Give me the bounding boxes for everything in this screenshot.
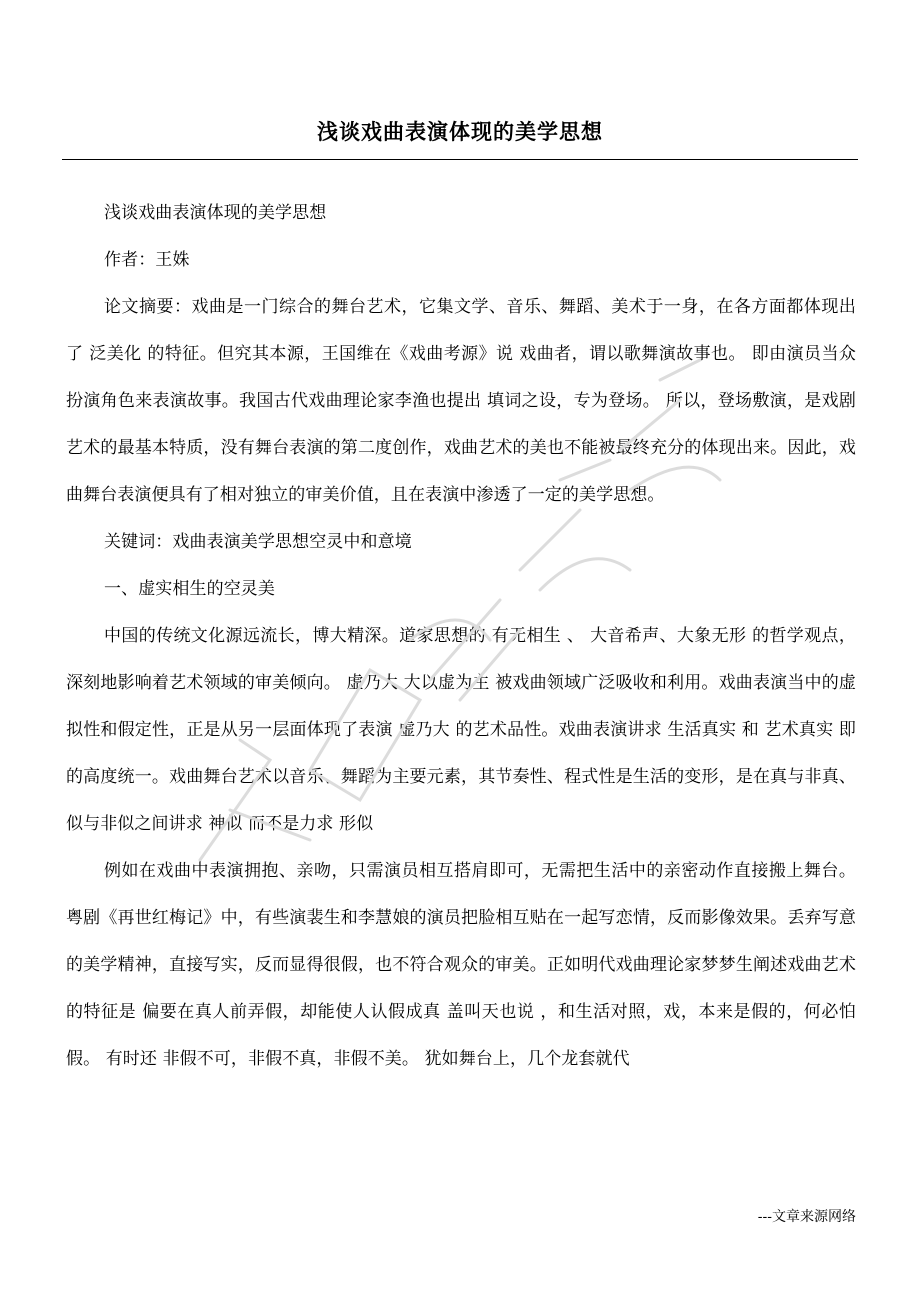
page-title: 浅谈戏曲表演体现的美学思想 [317,120,603,144]
body-paragraph: 中国的传统文化源远流长，博大精深。道家思想的 有无相生 、 大音希声、大象无形 的哲学观点，深刻地影响着艺术领域的审美倾向。 虚乃大 大以虚为主 被戏曲领域广泛吸收和利用。戏曲表演当中的虚拟性和假定性，正是从另一层面体现了表演 虚乃大 的艺术品性。戏曲表演讲求 生活真实 和 艺术真实 即的高度统一。戏曲舞台艺术以音乐、舞蹈为主要元素，其节奏性、程式性是生活的变形，是在真与非真、似与非似之间讲求 神似 而不是力求 形似 [66,626,856,834]
abstract-paragraph: 论文摘要：戏曲是一门综合的舞台艺术，它集文学、音乐、舞蹈、美术于一身，在各方面都体现出了 泛美化 的特征。但究其本源，王国维在《戏曲考源》说 戏曲者，谓以歌舞演故事也。 即由演员当众扮演角色来表演故事。我国古代戏曲理论家李渔也提出 填词之设，专为登场。 所以，登场敷演，是戏剧艺术的最基本特质，没有舞台表演的第二度创作，戏曲艺术的美也不能被最终充分的体现出来。因此，戏曲舞台表演便具有了相对独立的审美价值，且在表演中渗透了一定的美学思想。 [66,297,856,505]
author-line: 作者：王姝 [104,250,190,270]
source-note: ---文章来源网络 [757,1209,856,1225]
keywords-line: 关键词：戏曲表演美学思想空灵中和意境 [104,532,412,552]
title-divider [62,159,858,160]
article-body [66,190,856,1083]
section-heading: 一、虚实相生的空灵美 [104,579,275,599]
body-paragraph: 例如在戏曲中表演拥抱、亲吻，只需演员相互搭肩即可，无需把生活中的亲密动作直接搬上舞台。粤剧《再世红梅记》中，有些演裴生和李慧娘的演员把脸相互贴在一起写恋情，反而影像效果。丢弃写意的美学精神，直接写实，反而显得很假，也不符合观众的审美。正如明代戏曲理论家梦梦生阐述戏曲艺术的特征是 偏要在真人前弄假，却能使人认假成真 盖叫天也说 ，和生活对照，戏，本来是假的，何必怕假。 有时还 非假不可，非假不真，非假不美。 犹如舞台上，几个龙套就代 [66,861,856,1069]
article-heading: 浅谈戏曲表演体现的美学思想 [104,203,327,223]
